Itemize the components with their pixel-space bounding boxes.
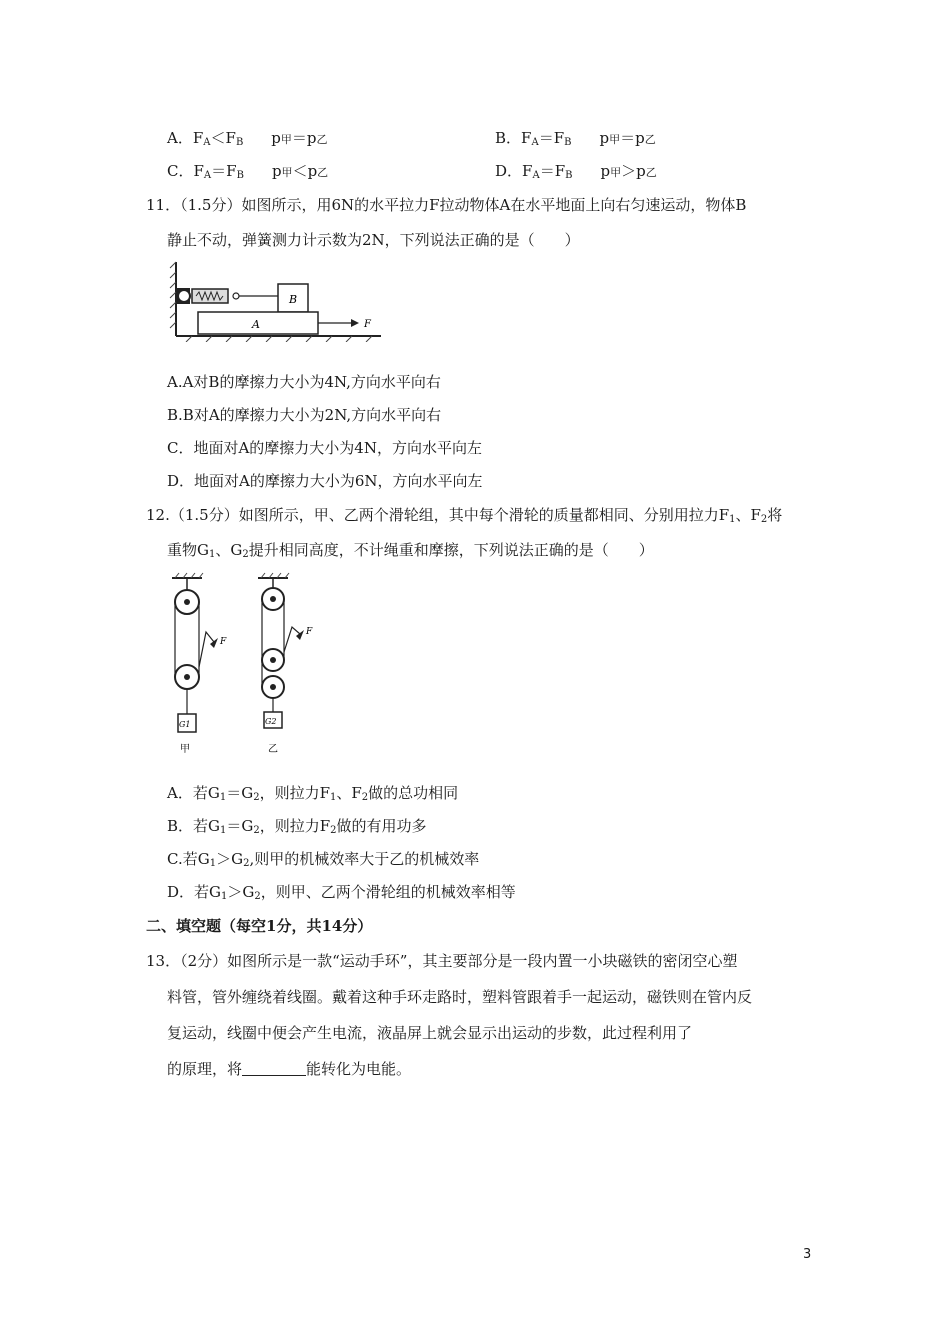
q10-option-d: D．$F_A=F_B$ p甲＞p乙 bbox=[495, 162, 657, 181]
q13-line1: 13．（2分）如图所示是一款“运动手环”，其主要部分是一段内置一小块磁铁的密闭空心塑 bbox=[146, 952, 738, 970]
left-force-label: F bbox=[220, 637, 227, 647]
q11-stem-line2: 静止不动，弹簧测力计示数为2N，下列说法正确的是（ ） bbox=[167, 231, 580, 249]
q13-answer-blank[interactable] bbox=[242, 1061, 306, 1076]
q11-figure bbox=[166, 258, 386, 342]
q13-line2: 料管，管外缠绕着线圈。戴着这种手环走路时，塑料管跟着手一起运动，磁铁则在管内反 bbox=[167, 988, 753, 1006]
q10-option-a: A．$F_A<F_B$ p甲＝p乙 bbox=[167, 129, 328, 148]
scale-hook bbox=[233, 293, 239, 299]
q11-option-a: A.A对B的摩擦力大小为4N,方向水平向右 bbox=[167, 373, 441, 391]
block-a-label: A bbox=[252, 318, 260, 331]
block-b-label: B bbox=[289, 293, 298, 306]
q12-option-b: B．若$G_1=G_2$，则拉力$F_2$做的有用功多 bbox=[167, 817, 427, 836]
q10-option-b: B．$F_A=F_B$ p甲＝p乙 bbox=[495, 129, 656, 148]
right-rope-pull bbox=[284, 627, 300, 652]
force-label: F bbox=[364, 319, 371, 330]
q12-option-a: A．若$G_1=G_2$，则拉力$F_1$、$F_2$做的总功相同 bbox=[167, 784, 459, 803]
section-2-title: 二、填空题（每空1分，共14分） bbox=[146, 917, 373, 935]
left-rope-pull bbox=[199, 632, 214, 667]
q10-option-c: C．$F_A=F_B$ p甲＜p乙 bbox=[167, 162, 329, 181]
q12-stem-line1: 12.（1.5分）如图所示，甲、乙两个滑轮组，其中每个滑轮的质量都相同、分别用拉力$F_1$、$F_2$将 bbox=[146, 506, 783, 525]
q11-stem-line1: 11．（1.5分）如图所示，用6N的水平拉力F拉动物体A在水平地面上向右匀速运动，物体B bbox=[146, 196, 747, 214]
scale-ring bbox=[178, 290, 190, 302]
q11-option-c: C．地面对A的摩擦力大小为4N，方向水平向左 bbox=[167, 439, 482, 457]
q12-figure bbox=[166, 572, 326, 758]
right-force-label: F bbox=[306, 627, 313, 637]
q12-option-d: D．若$G_1>G_2$，则甲、乙两个滑轮组的机械效率相等 bbox=[167, 883, 516, 902]
q11-option-d: D．地面对A的摩擦力大小为6N，方向水平向左 bbox=[167, 472, 483, 490]
q11-option-b: B.B对A的摩擦力大小为2N,方向水平向右 bbox=[167, 406, 442, 424]
left-caption: 甲 bbox=[180, 744, 190, 755]
force-arrowhead bbox=[351, 319, 359, 327]
q12-option-c: C.若$G_1>G_2$,则甲的机械效率大于乙的机械效率 bbox=[167, 850, 480, 869]
right-caption: 乙 bbox=[268, 744, 278, 755]
q13-line3: 复运动，线圈中便会产生电流，液晶屏上就会显示出运动的步数，此过程利用了 bbox=[167, 1024, 693, 1042]
q12-stem-line2: 重物$G_1$、$G_2$提升相同高度，不计绳重和摩擦，下列说法正确的是（ ） bbox=[167, 541, 654, 560]
left-weight-label: G1 bbox=[179, 720, 191, 729]
q13-line4: 的原理，将 能转化为电能。 bbox=[167, 1060, 412, 1078]
page-number: 3 bbox=[803, 1247, 812, 1262]
right-weight-label: G2 bbox=[265, 717, 277, 726]
